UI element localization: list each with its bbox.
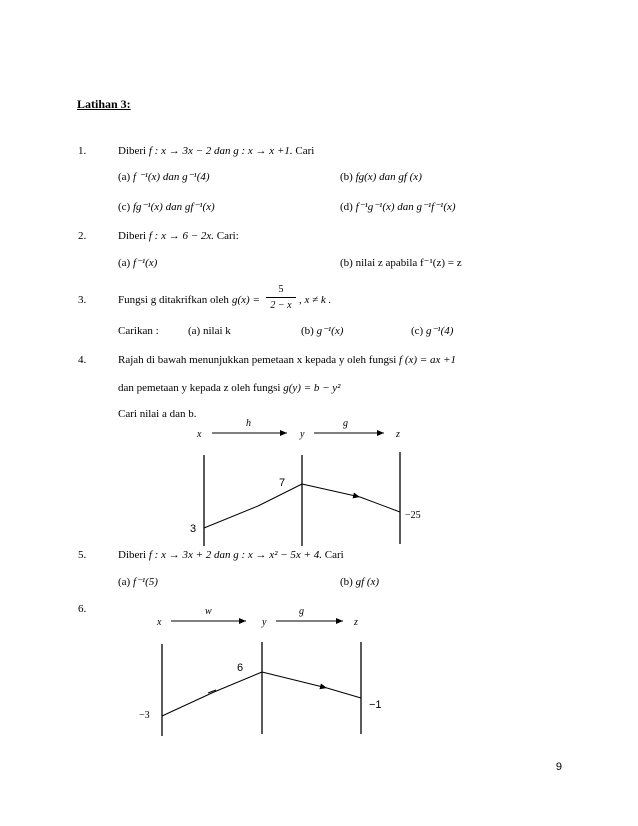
- set-label-y: y: [262, 617, 267, 628]
- part-label: (a): [118, 171, 131, 183]
- question-stem: Fungsi g ditakrifkan oleh: [118, 294, 229, 306]
- stem-text-end: Cari: [292, 145, 315, 157]
- part-expression: f⁻¹g⁻¹(x) dan g⁻¹f⁻¹(x): [355, 201, 456, 213]
- set-label-z: z: [354, 617, 358, 628]
- question-number: 4.: [78, 354, 87, 366]
- value-x: 3: [190, 523, 197, 535]
- stem-expression: f : x → 3x + 2 dan g : x → x² − 5x + 4.: [148, 549, 322, 561]
- value-z: −25: [405, 510, 421, 521]
- part-expression: f ⁻¹(x) dan g⁻¹(4): [132, 171, 210, 183]
- page-number: 9: [555, 761, 562, 773]
- part-expression: g⁻¹(4): [425, 325, 454, 337]
- value-y: 6: [237, 662, 244, 674]
- fraction-denominator: 2 − x: [270, 300, 292, 311]
- value-z: −1: [369, 699, 382, 711]
- set-label-z: z: [396, 429, 400, 440]
- part-expression: fg⁻¹(x) dan gf⁻¹(x): [132, 201, 215, 213]
- exercise-title: Latihan 3:: [77, 97, 131, 111]
- stem-text: Diberi: [118, 145, 149, 157]
- part-expression: gf (x): [355, 576, 380, 588]
- part-label: (b): [340, 576, 353, 588]
- map-label-g: g: [343, 418, 348, 429]
- function-lhs: g(x) =: [232, 294, 260, 306]
- carikan-label: Carikan :: [118, 325, 159, 337]
- question-number: 1.: [78, 145, 87, 157]
- question-number: 5.: [78, 549, 87, 561]
- part-expression: f⁻¹(x): [132, 257, 158, 269]
- question-line-3: Cari nilai a dan b.: [118, 408, 197, 420]
- part-label: (d): [340, 201, 353, 213]
- stem-text: Diberi: [118, 230, 149, 242]
- map-line-y-z-b: [327, 688, 361, 698]
- value-y: 7: [279, 477, 286, 489]
- question-number: 3.: [78, 294, 87, 306]
- part-expression: f⁻¹(5): [132, 576, 158, 588]
- line-expression: f (x) = ax +1: [399, 354, 457, 366]
- fraction-numerator: 5: [278, 284, 284, 295]
- part-expression: g⁻¹(x): [316, 325, 344, 337]
- question-number: 2.: [78, 230, 87, 242]
- part-label: (a): [118, 576, 131, 588]
- set-label-x: x: [157, 617, 162, 628]
- line-text: Rajah di bawah menunjukkan pemetaan x kepada y oleh fungsi: [118, 354, 400, 366]
- part-label: (b): [301, 325, 314, 337]
- part-expression: fg(x) dan gf (x): [355, 171, 422, 183]
- domain-condition: , x ≠ k .: [299, 294, 332, 306]
- set-label-x: x: [197, 429, 202, 440]
- stem-text-end: Cari:: [214, 230, 239, 242]
- value-x: −3: [139, 710, 150, 721]
- map-line-x-y-b: [214, 672, 262, 692]
- part-label: (c): [411, 325, 424, 337]
- line-text: dan pemetaan y kepada z oleh fungsi: [118, 382, 284, 394]
- part-label: (c): [118, 201, 131, 213]
- part-expression: nilai z apabila f⁻¹(z) = z: [355, 257, 462, 269]
- part-a: (a) nilai k: [188, 325, 231, 337]
- part-label: (b): [340, 257, 353, 269]
- map-line-x-y-a: [162, 692, 214, 716]
- line-expression: g(y) = b − y²: [283, 382, 341, 394]
- map-label-g: g: [299, 606, 304, 617]
- part-label: (a): [118, 257, 131, 269]
- stem-text-end: Cari: [321, 549, 344, 561]
- set-label-y: y: [300, 429, 305, 440]
- stem-expression: f : x → 6 − 2x.: [148, 230, 215, 242]
- part-label: (b): [340, 171, 353, 183]
- stem-text: Diberi: [118, 549, 149, 561]
- map-label-w: w: [205, 606, 212, 617]
- map-line-y-z-a: [262, 672, 327, 688]
- stem-expression: f : x → 3x − 2 dan g : x → x +1.: [148, 145, 293, 157]
- question-number: 6.: [78, 603, 87, 615]
- map-label-h: h: [246, 418, 251, 429]
